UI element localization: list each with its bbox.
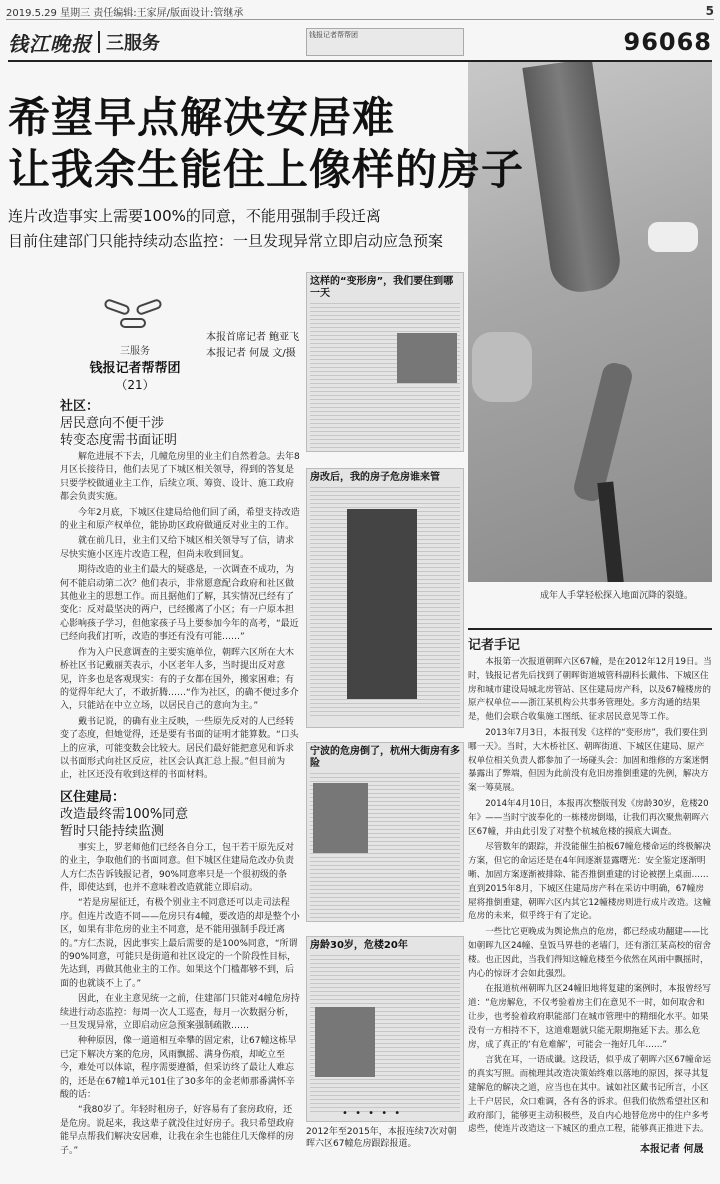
- thumbnail-image: [313, 783, 368, 853]
- thumbnail-title: 这样的“变形房”，我们要住到哪一天: [310, 276, 454, 299]
- note-paragraph: 尽管数年的跟踪，并没能催生拍板67幢危楼命运的终极解决方案，但它的命运还是在4年间逐渐显露曙光：安全鉴定逐渐明晰、加固方案逐渐被排除、能否推倒重建的讨论被摆上桌面……直到2015年8月，下城区住建局房产科在采访中明确，67幢房屋将推倒重建，朝晖六区内其它12幢楼房则进行成片改造。这幢危房的未来，似乎终于有了定论。: [468, 842, 711, 922]
- note-paragraph: 2013年7月3日，本报刊发《这样的“变形房”，我们要住到哪一天》。当时，大木桥社区、朝晖街道、下城区住建局、原产权单位相关负责人都参加了一场碰头会：加固和维修的方案迷惘暴露出了弊端，但因为此前没有危旧房推倒重建的先例，解决方案一筹莫展。: [468, 727, 709, 794]
- section1-paragraph: 解危进展不下去，几幢危房里的业主们自然着急。去年8月区长接待日，他们去见了下城区相关领导，得到的答复是只要学校做通业主工作，后续立项、筹资、设计、施工政府都会负责实施。: [60, 452, 300, 503]
- section1-paragraph: 戴书记说，的确有业主反映，一些原先反对的人已经转变了态度，但她觉得，还是要有书面的证明才能算数。“口头上的应承，可能变数会比较大。居民们最好能把意见和诉求以书面形式向社区反应，社区会认真汇总上报。”但目前为止，社区还没有收到这样的书面材料。: [60, 716, 299, 781]
- section2-paragraph: 事实上，罗老师他们已经各自分工，包干若干原先反对的业主，争取他们的书面同意。但下城区住建局危改办负责人方仁杰告诉钱报记者，90%同意率只是一个很初级的条件，即使达到，也并不意味着改造就能立即启动。: [60, 842, 295, 893]
- badge-label-main: 钱报记者帮帮团: [89, 361, 181, 376]
- thumbnail-title: 宁波的危房倒了，杭州大街房有多险: [310, 746, 460, 769]
- note-paragraph: 2014年4月10日，本报再次整版刊发《房龄30岁，危楼20年》——当时宁波奉化的一栋楼房倒塌，让我们再次聚焦朝晖六区67幢，并由此引发了对整个杭城危楼的摸底大调查。: [468, 798, 709, 837]
- subheadline-2: 目前住建部门只能持续动态监控：一旦发现异常立即启动应急预案: [8, 232, 444, 250]
- past-report-thumbnail: [306, 272, 464, 452]
- page-meta-bar: [6, 4, 714, 20]
- headline-line-2: 让我余生能住上像样的房子: [8, 145, 525, 194]
- badge-label-top: 三服务: [120, 346, 150, 357]
- note-paragraph: 本报第一次报道朝晖六区67幢，是在2012年12月19日。当时，钱报记者先后找到了朝晖街道城管科副科长戴伟、下城区住房和城市建设局城北房管站、区住建局房产科，以及67幢楼房的原产权单位——浙江某机构公共事务管理处。多方沟通的结果是，他们会联合收集施工图纸、征求居民意见等工作。: [468, 657, 712, 723]
- headline: [8, 92, 568, 196]
- section1-paragraph: 今年2月底，下城区住建局给他们回了函，希望支持改造的业主和原产权单位，能协助区政府做通反对业主的工作。: [60, 507, 300, 532]
- past-report-thumbnail: [306, 468, 464, 728]
- section1-subtitle-2: 转变态度需书面证明: [60, 433, 178, 448]
- subheadline-1: 连片改造事实上需要100%的同意，不能用强制手段迁离: [8, 207, 381, 225]
- headline-line-1: 希望早点解决安居难: [8, 93, 396, 142]
- article-body-left: [60, 398, 300, 1158]
- thumbnail-image: [315, 1007, 375, 1077]
- photo-caption: 成年人手掌轻松探入地面沉降的裂缝。: [540, 591, 694, 601]
- note-paragraph: 在报道杭州朝晖九区24幢旧地将复建的案例时，本报曾经写道：“危房解危，不仅考验着房主们在意见不一时，如何取舍和让步，也考验着政府职能部门在城市管理中的精细化水平。如果没有一方相持不下，这道难题就只能无限期拖延下去。那么危房，成了真正的‘有危难解’，可能会一拖好几年……”: [468, 984, 711, 1050]
- thumbnail-image: [397, 333, 457, 383]
- joined-hands-icon: [100, 296, 170, 340]
- past-report-thumbnail: [306, 936, 464, 1122]
- badge-label-number: （21）: [115, 378, 155, 392]
- section2-title: 区住建局：: [60, 789, 126, 805]
- date-line: 2019.5.29 星期三 责任编辑:王家屏/版面设计:管继承: [6, 8, 244, 19]
- masthead-divider: [98, 31, 100, 53]
- editor-note-body: [468, 654, 712, 1137]
- thumbnail-title: 房改后，我的房子危房谁来管: [310, 472, 440, 483]
- page-number: 5: [705, 4, 714, 18]
- section2-subtitle-1: 改造最终需100%同意: [60, 806, 189, 822]
- section1-subtitle-1: 居民意向不便干涉: [60, 416, 165, 431]
- column-badge: [80, 296, 190, 393]
- thumbnails-caption: 2012年至2015年，本报连续7次对朝晖六区67幢危房跟踪报道。: [306, 1127, 457, 1149]
- section1-paragraph: 就在前几日，业主们又给下城区相关领导写了信，请求尽快实施小区连片改造工程，但尚未收到回复。: [60, 536, 295, 560]
- byline-line-2: 本报记者 何晟 文/摄: [206, 348, 296, 359]
- past-reports-column: [306, 272, 464, 1152]
- note-paragraph: 一些比它更晚成为舆论焦点的危房，都已经成功翻建——比如朝晖九区24幢、皇饭马界巷的老墙门，还有浙江某高校的宿舍楼。也正因此，当我们得知这幢危楼至今依然在风雨中飘摇时，内心的惊讶才会如此强烈。: [468, 927, 711, 979]
- section1-paragraph: 作为入户民意调查的主要实施单位，朝晖六区所在大木桥社区书记戴丽芙表示，小区老年人多，当时提出反对意见，许多也是客观现实：有的子女都在国外，搬家困难；有的觉得年纪大了，不敢折腾……“作为社区，的确不便过多介入，只能站在中立立场，以居民自己的意向为主。”: [60, 647, 299, 712]
- photo-crack-shape: [597, 481, 624, 582]
- masthead-preview-box: 钱报记者帮帮团: [306, 28, 464, 56]
- section1-paragraph: 期待改造的业主们最大的疑惑是，一次调查不成功，为何不能启动第二次？他们表示，非常愿意配合政府和社区做其他业主的思想工作。而且据他们了解，其实情况已经有了变化：反对最坚决的两户，已经搬离了小区；有一户原本担心影响孩子学习，但他家孩子马上要参加今年的高考，“最近已经向我们打听，改造的事还有没有可能……”: [60, 565, 299, 643]
- byline: [206, 330, 299, 362]
- section2-paragraph: “我80岁了。年轻时租房子，好容易有了套房政府，还是危房。说起来，我这辈子就没住过好房子。我只希望政府能早点帮我们解决安居难，让我在余生也能住几天像样的房子。”: [60, 1105, 295, 1156]
- editor-note-title: 记者手记: [468, 628, 712, 653]
- section2-paragraph: 因此，在业主意见统一之前，住建部门只能对4幢危房持续进行动态监控：每周一次人工巡查，每月一次数据分析，一旦发现异常，立即启动应急预案强制疏散……: [60, 994, 300, 1032]
- photo-shoe-shape: [648, 222, 698, 252]
- decorative-dots: • • • • •: [342, 1108, 403, 1119]
- thumbnail-image: [347, 509, 417, 699]
- byline-line-1: 本报首席记者 鲍亚飞: [206, 332, 300, 343]
- thumbnail-title: 房龄30岁，危楼20年: [310, 940, 408, 951]
- photo-foot-shape: [472, 332, 532, 402]
- note-paragraph: 言犹在耳，一语成谶。这段话，似乎成了朝晖六区67幢命运的真实写照。而梳理其改造决策始终难以落地的原因，探寻其复建解危的解决之道，应当也在其中。诚如社区戴书记所言，小区上千户居民，众口难调，各有各的诉求。但我们依然希望社区和政府部门，能够更主动积极些，及自内心地替危房中的住户多考虑些，使连片改造这一下城区的重点工程，能够真正推进下去。: [468, 1055, 711, 1135]
- brand-logo: 钱江晚报: [8, 31, 92, 56]
- past-report-thumbnail: [306, 742, 464, 922]
- editor-note-signature: 本报记者 何晟: [640, 1144, 704, 1155]
- section2-paragraph: “若是房屋征迁，有极个别业主不同意还可以走司法程序。但连片改造不同——危房只有4幢，要改造的却是整个小区，如果有非危房的业主不同意，是不能用强制手段迁离的。”方仁杰说，因此事实上最后需要的是100%同意，“所谓的90%同意，可能只是街道和社区设定的一个阶段性目标，先达到，再做其他业主的工作。如果这个门槛都够不到，后面的也就谈不上了。”: [60, 898, 300, 989]
- section2-subtitle-2: 暂时只能持续监测: [60, 823, 165, 839]
- section1-title: 社区：: [60, 399, 100, 414]
- hotline-number: 96068: [623, 28, 712, 56]
- section-name: 三服务: [106, 33, 160, 54]
- section2-paragraph: 种种原因，像一道道相互牵攀的固定索，让67幢这栋早已定下解决方案的危房，风雨飘摇、满身伤痕，却屹立至今，难处可以体谅，程序需要遵循，但采访终了最让人难忘的，还是在67幢1单元101住了30多年的金老师那番满怀辛酸的话：: [60, 1036, 297, 1101]
